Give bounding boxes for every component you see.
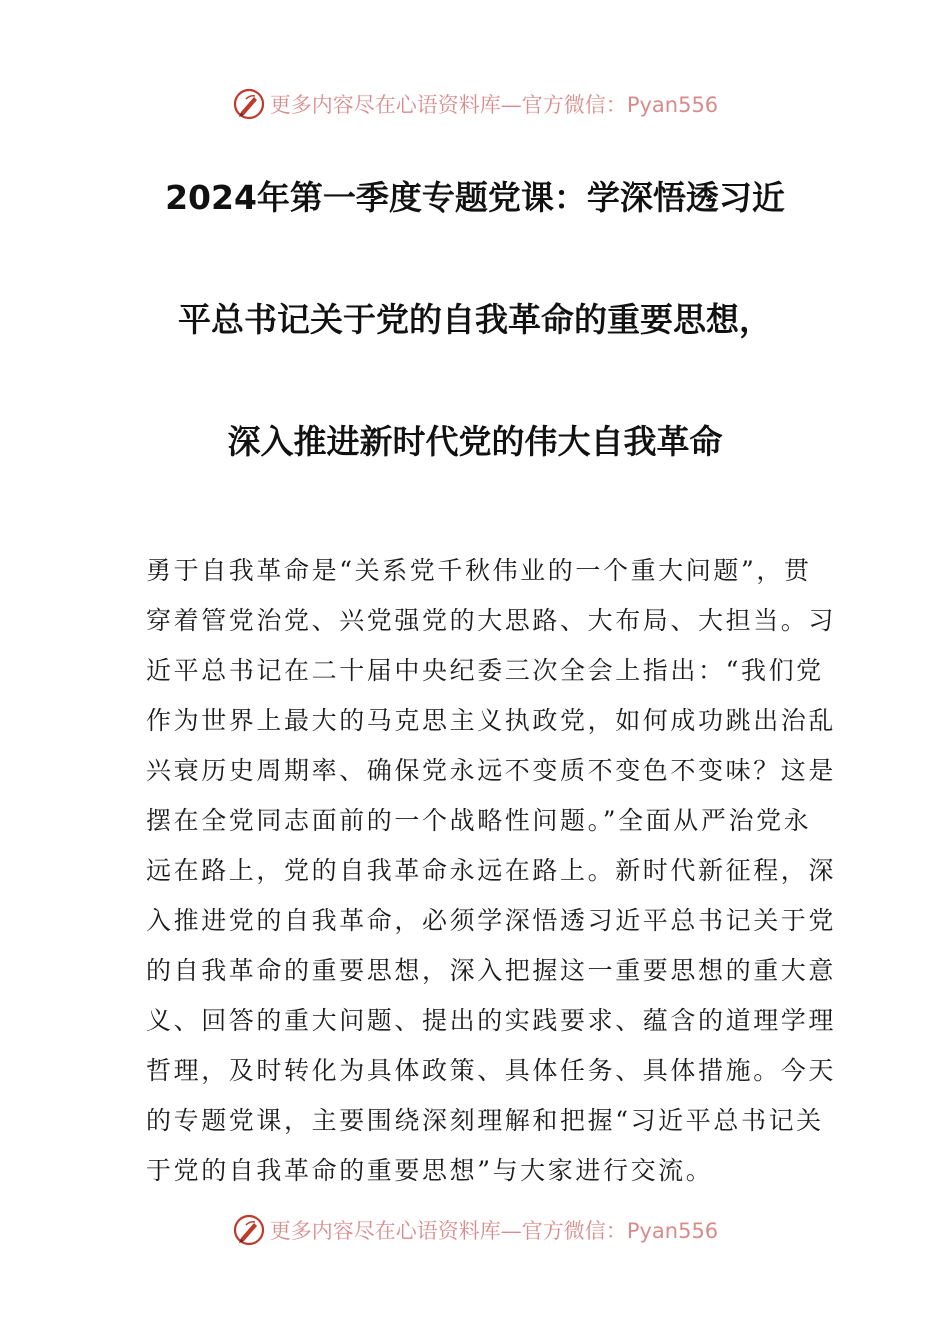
body-line: 哲理，及时转化为具体政策、具体任务、具体措施。今天: [146, 1056, 837, 1085]
header-watermark-banner: [0, 84, 950, 124]
title-line: 平总书记关于党的自我革命的重要思想，: [178, 300, 772, 339]
pen-logo-icon: [232, 1213, 266, 1247]
body-line: 穿着管党治党、兴党强党的大思路、大布局、大担当。习: [146, 606, 837, 635]
watermark-account: Pyan556: [626, 93, 719, 117]
body-line: 勇于自我革命是“关系党千秋伟业的一个重大问题”，贯: [146, 556, 812, 585]
body-line: 兴衰历史周期率、确保党永远不变质不变色不变味？这是: [146, 756, 837, 785]
body-line: 于党的自我革命的重要思想”与大家进行交流。: [146, 1156, 714, 1185]
footer-watermark-banner: [0, 1210, 950, 1250]
body-line: 的专题党课，主要围绕深刻理解和把握“习近平总书记关: [146, 1106, 824, 1135]
title-line: 2024年第一季度专题党课：学深悟透习近: [165, 178, 785, 217]
body-line: 作为世界上最大的马克思主义执政党，如何成功跳出治乱: [146, 706, 837, 735]
body-line: 义、回答的重大问题、提出的实践要求、蕴含的道理学理: [146, 1006, 837, 1035]
document-title: [95, 166, 855, 532]
header-watermark-text: [270, 89, 718, 119]
body-line: 远在路上，党的自我革命永远在路上。新时代新征程，深: [146, 856, 837, 885]
title-line: 深入推进新时代党的伟大自我革命: [227, 422, 723, 461]
body-paragraph: [146, 546, 837, 1196]
pen-logo-icon: [232, 87, 266, 121]
watermark-label: 更多内容尽在心语资料库—官方微信：: [269, 1219, 627, 1243]
body-line: 摆在全党同志面前的一个战略性问题。”全面从严治党永: [146, 806, 812, 835]
body-line: 的自我革命的重要思想，深入把握这一重要思想的重大意: [146, 956, 837, 985]
body-line: 近平总书记在二十届中央纪委三次全会上指出：“我们党: [146, 656, 824, 685]
watermark-label: 更多内容尽在心语资料库—官方微信：: [269, 93, 627, 117]
body-line: 入推进党的自我革命，必须学深悟透习近平总书记关于党: [146, 906, 837, 935]
watermark-account: Pyan556: [626, 1219, 719, 1243]
footer-watermark-text: [270, 1215, 718, 1245]
